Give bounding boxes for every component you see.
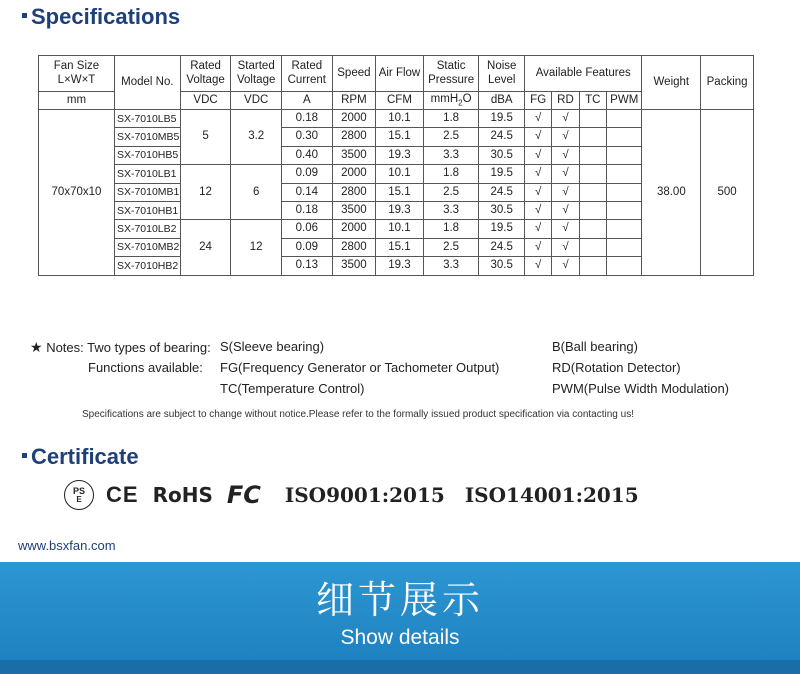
ce-mark-icon: CE <box>106 482 139 507</box>
cell-tc <box>579 146 606 164</box>
cell-current: 0.09 <box>282 238 333 256</box>
cell-tc <box>579 201 606 219</box>
cell-model: SX-7010MB5 <box>114 128 180 146</box>
cell-pwm <box>606 110 641 128</box>
cell-rd: √ <box>552 128 579 146</box>
cell-tc <box>579 110 606 128</box>
cell-model: SX-7010LB1 <box>114 165 180 183</box>
cell-air-flow: 19.3 <box>376 146 424 164</box>
cell-current: 0.13 <box>282 257 333 275</box>
heading-bullet-icon <box>22 13 27 18</box>
fcc-mark-icon: FC <box>226 481 261 509</box>
cell-pressure: 1.8 <box>423 110 479 128</box>
cell-air-flow: 19.3 <box>376 257 424 275</box>
note-sleeve-bearing: S(Sleeve bearing) <box>220 339 325 354</box>
unit-air-flow: CFM <box>376 92 424 110</box>
cell-pressure: 1.8 <box>423 220 479 238</box>
table-row <box>39 110 754 128</box>
banner-bottom-strip <box>0 660 800 674</box>
header-air-flow: Air Flow <box>376 56 424 92</box>
cell-rd: √ <box>552 201 579 219</box>
header-static-pressure: Static Pressure <box>423 56 479 92</box>
cell-air-flow: 15.1 <box>376 128 424 146</box>
cell-air-flow: 19.3 <box>376 201 424 219</box>
cell-air-flow: 15.1 <box>376 183 424 201</box>
iso14001-mark: ISO14001:2015 <box>464 483 639 507</box>
unit-started-voltage: VDC <box>231 92 282 110</box>
cell-model: SX-7010HB5 <box>114 146 180 164</box>
cell-air-flow: 10.1 <box>376 110 424 128</box>
cell-air-flow: 10.1 <box>376 165 424 183</box>
unit-fan-size: mm <box>39 92 115 110</box>
cell-rd: √ <box>552 165 579 183</box>
notes-functions-label: Functions available: <box>88 360 203 375</box>
cell-rd: √ <box>552 220 579 238</box>
cell-rated-voltage: 12 <box>180 165 231 220</box>
note-pwm: PWM(Pulse Width Modulation) <box>552 381 729 396</box>
table-header-row <box>39 56 754 92</box>
cell-pressure: 2.5 <box>423 128 479 146</box>
cell-speed: 3500 <box>332 201 376 219</box>
header-packing: Packing <box>701 56 754 110</box>
cell-current: 0.40 <box>282 146 333 164</box>
cell-pressure: 3.3 <box>423 257 479 275</box>
banner-title-zh: 细节展示 <box>315 578 484 622</box>
cell-started-voltage: 12 <box>231 220 282 275</box>
header-speed: Speed <box>332 56 376 92</box>
note-fg: FG(Frequency Generator or Tachometer Output) <box>220 360 500 375</box>
pse-mark-icon <box>64 480 94 510</box>
certificate-logos <box>64 478 659 512</box>
cell-speed: 2000 <box>332 165 376 183</box>
cell-rd: √ <box>552 183 579 201</box>
cell-pwm <box>606 165 641 183</box>
cell-fg: √ <box>525 146 552 164</box>
cell-fg: √ <box>525 183 552 201</box>
cell-fg: √ <box>525 128 552 146</box>
cell-rd: √ <box>552 257 579 275</box>
cell-weight: 38.00 <box>642 110 701 276</box>
certificate-heading-text: Certificate <box>31 444 139 469</box>
cell-rd: √ <box>552 238 579 256</box>
cell-current: 0.30 <box>282 128 333 146</box>
cell-model: SX-7010HB1 <box>114 201 180 219</box>
cell-pwm <box>606 146 641 164</box>
header-weight: Weight <box>642 56 701 110</box>
cell-model: SX-7010MB2 <box>114 238 180 256</box>
cell-fg: √ <box>525 257 552 275</box>
cell-fg: √ <box>525 110 552 128</box>
rohs-mark-icon: RoHS <box>152 483 213 507</box>
unit-rd: RD <box>552 92 579 110</box>
cell-pressure: 1.8 <box>423 165 479 183</box>
unit-pwm: PWM <box>606 92 641 110</box>
note-rd: RD(Rotation Detector) <box>552 360 681 375</box>
cell-pwm <box>606 220 641 238</box>
heading-bullet-icon <box>22 453 27 458</box>
cell-packing: 500 <box>701 110 754 276</box>
cell-rated-voltage: 24 <box>180 220 231 275</box>
cell-fan-size: 70x70x10 <box>39 110 115 276</box>
cell-noise: 19.5 <box>479 165 525 183</box>
header-noise-level: Noise Level <box>479 56 525 92</box>
cell-pressure: 2.5 <box>423 238 479 256</box>
unit-noise-level: dBA <box>479 92 525 110</box>
pse-mark-bottom: E <box>76 494 82 504</box>
cell-rd: √ <box>552 110 579 128</box>
cell-speed: 2800 <box>332 238 376 256</box>
cell-noise: 24.5 <box>479 128 525 146</box>
note-ball-bearing: B(Ball bearing) <box>552 339 638 354</box>
unit-fg: FG <box>525 92 552 110</box>
cell-pressure: 3.3 <box>423 146 479 164</box>
cell-noise: 30.5 <box>479 201 525 219</box>
cell-pwm <box>606 201 641 219</box>
cell-model: SX-7010MB1 <box>114 183 180 201</box>
cell-current: 0.14 <box>282 183 333 201</box>
cell-pressure: 2.5 <box>423 183 479 201</box>
cell-speed: 2800 <box>332 183 376 201</box>
specifications-heading-text: Specifications <box>31 4 181 29</box>
unit-speed: RPM <box>332 92 376 110</box>
cell-tc <box>579 257 606 275</box>
cell-fg: √ <box>525 238 552 256</box>
cell-pwm <box>606 128 641 146</box>
cell-model: SX-7010LB5 <box>114 110 180 128</box>
unit-rated-current: A <box>282 92 333 110</box>
certificate-heading <box>22 446 139 468</box>
cell-model: SX-7010HB2 <box>114 257 180 275</box>
cell-fg: √ <box>525 201 552 219</box>
cell-air-flow: 10.1 <box>376 220 424 238</box>
header-rated-voltage: Rated Voltage <box>180 56 231 92</box>
cell-noise: 24.5 <box>479 183 525 201</box>
cell-pwm <box>606 238 641 256</box>
note-star-icon: ★ <box>30 339 43 355</box>
cell-speed: 3500 <box>332 257 376 275</box>
cell-current: 0.18 <box>282 201 333 219</box>
cell-speed: 2000 <box>332 220 376 238</box>
cell-current: 0.18 <box>282 110 333 128</box>
banner-title-en: Show details <box>340 625 460 649</box>
notes-line-1 <box>30 339 211 356</box>
cell-tc <box>579 183 606 201</box>
unit-static-pressure-tail: O <box>462 93 472 106</box>
cell-pwm <box>606 257 641 275</box>
header-rated-current: Rated Current <box>282 56 333 92</box>
cell-noise: 19.5 <box>479 110 525 128</box>
header-available-features: Available Features <box>525 56 642 92</box>
cell-started-voltage: 3.2 <box>231 110 282 165</box>
cell-rd: √ <box>552 146 579 164</box>
disclaimer-text: Specifications are subject to change without notice.Please refer to the formally issued product specification via contacting us! <box>82 409 634 420</box>
cell-current: 0.06 <box>282 220 333 238</box>
unit-tc: TC <box>579 92 606 110</box>
cell-pressure: 3.3 <box>423 201 479 219</box>
cell-current: 0.09 <box>282 165 333 183</box>
cell-noise: 30.5 <box>479 146 525 164</box>
cell-speed: 2800 <box>332 128 376 146</box>
specifications-table <box>38 55 754 276</box>
specifications-heading <box>22 6 180 28</box>
header-fan-size: Fan Size L×W×T <box>39 56 115 92</box>
cell-noise: 24.5 <box>479 238 525 256</box>
cell-air-flow: 15.1 <box>376 238 424 256</box>
cell-pwm <box>606 183 641 201</box>
cell-model: SX-7010LB2 <box>114 220 180 238</box>
header-started-voltage: Started Voltage <box>231 56 282 92</box>
header-model-no: Model No. <box>114 56 180 110</box>
cell-rated-voltage: 5 <box>180 110 231 165</box>
website-link[interactable]: www.bsxfan.com <box>18 538 116 553</box>
cell-tc <box>579 128 606 146</box>
cell-tc <box>579 220 606 238</box>
iso9001-mark: ISO9001:2015 <box>284 483 445 507</box>
cell-noise: 19.5 <box>479 220 525 238</box>
details-banner <box>0 562 800 674</box>
cell-tc <box>579 165 606 183</box>
cell-tc <box>579 238 606 256</box>
cell-fg: √ <box>525 165 552 183</box>
unit-rated-voltage: VDC <box>180 92 231 110</box>
cell-started-voltage: 6 <box>231 165 282 220</box>
note-tc: TC(Temperature Control) <box>220 381 365 396</box>
cell-speed: 2000 <box>332 110 376 128</box>
notes-bearing-label: Notes: Two types of bearing: <box>46 340 211 355</box>
unit-static-pressure-sub: 2 <box>458 98 463 108</box>
cell-speed: 3500 <box>332 146 376 164</box>
cell-noise: 30.5 <box>479 257 525 275</box>
cell-fg: √ <box>525 220 552 238</box>
pse-mark-top: PS <box>72 485 85 496</box>
unit-static-pressure <box>423 92 479 110</box>
unit-static-pressure-base: mmH <box>430 93 459 106</box>
